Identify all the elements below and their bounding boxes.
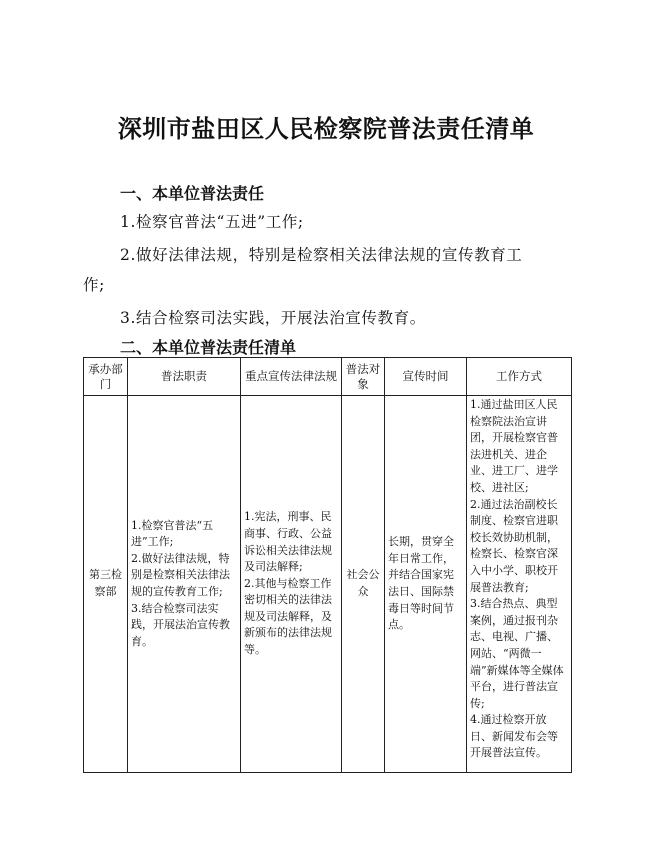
section1-item-1: 1.检察官普法“五进”工作; bbox=[120, 213, 304, 231]
method-item: 2.通过法治副校长制度、检察官进职校长效协助机制，检察长、检察官深入中小学、职校开展普法教育; bbox=[470, 497, 558, 594]
method-item: 4.通过检察开放日、新闻发布会等开展普法宣传。 bbox=[470, 713, 558, 760]
section1-heading: 一、本单位普法责任 bbox=[120, 184, 265, 203]
cell-audience: 社会公众 bbox=[342, 396, 385, 773]
cell-duties bbox=[128, 396, 241, 773]
header-department: 承办部门 bbox=[84, 358, 128, 396]
section2-heading: 二、本单位普法责任清单 bbox=[120, 338, 297, 357]
header-methods: 工作方式 bbox=[467, 358, 572, 396]
method-item: 1.通过盐田区人民检察院法治宣讲团，开展检察官普法进机关、进企业、进工厂、进学校、进社区; bbox=[470, 398, 558, 494]
cell-time: 长期，贯穿全年日常工作，并结合国家宪法日、国际禁毒日等时间节点。 bbox=[385, 396, 467, 773]
law-item: 2.其他与检察工作密切相关的法律法规及司法解释，及新颁布的法律法规等。 bbox=[244, 576, 332, 657]
section1-item-3: 3.结合检察司法实践，开展法治宣传教育。 bbox=[120, 309, 426, 327]
duty-item: 1.检察官普法“五进”工作; bbox=[131, 518, 214, 549]
header-duties: 普法职责 bbox=[128, 358, 241, 396]
responsibility-table bbox=[83, 357, 572, 773]
header-laws: 重点宣传法律法规 bbox=[241, 358, 342, 396]
duty-item: 3.结合检察司法实践，开展法治宣传教育。 bbox=[131, 601, 230, 648]
method-item: 3.结合热点、典型案例，通过报刊杂志、电视、广播、网站、“两微一端”新媒体等全媒体平台，进行普法宣传; bbox=[470, 597, 564, 710]
table-header-row bbox=[84, 358, 572, 396]
header-time: 宣传时间 bbox=[385, 358, 467, 396]
section1-item-2: 2.做好法律法规，特别是检察相关法律法规的宣传教育工 bbox=[120, 246, 523, 264]
document-title: 深圳市盐田区人民检察院普法责任清单 bbox=[117, 114, 535, 143]
cell-laws bbox=[241, 396, 342, 773]
duty-item: 2.做好法律法规，特别是检察相关法律法规的宣传教育工作; bbox=[131, 551, 230, 598]
header-audience: 普法对象 bbox=[342, 358, 385, 396]
cell-methods bbox=[467, 396, 572, 773]
cell-department: 第三检察部 bbox=[84, 396, 128, 773]
law-item: 1.宪法，刑事、民商事、行政、公益诉讼相关法律法规及司法解释; bbox=[244, 510, 332, 574]
table-row bbox=[84, 396, 572, 773]
section1-item-2-continued: 作; bbox=[83, 276, 105, 294]
